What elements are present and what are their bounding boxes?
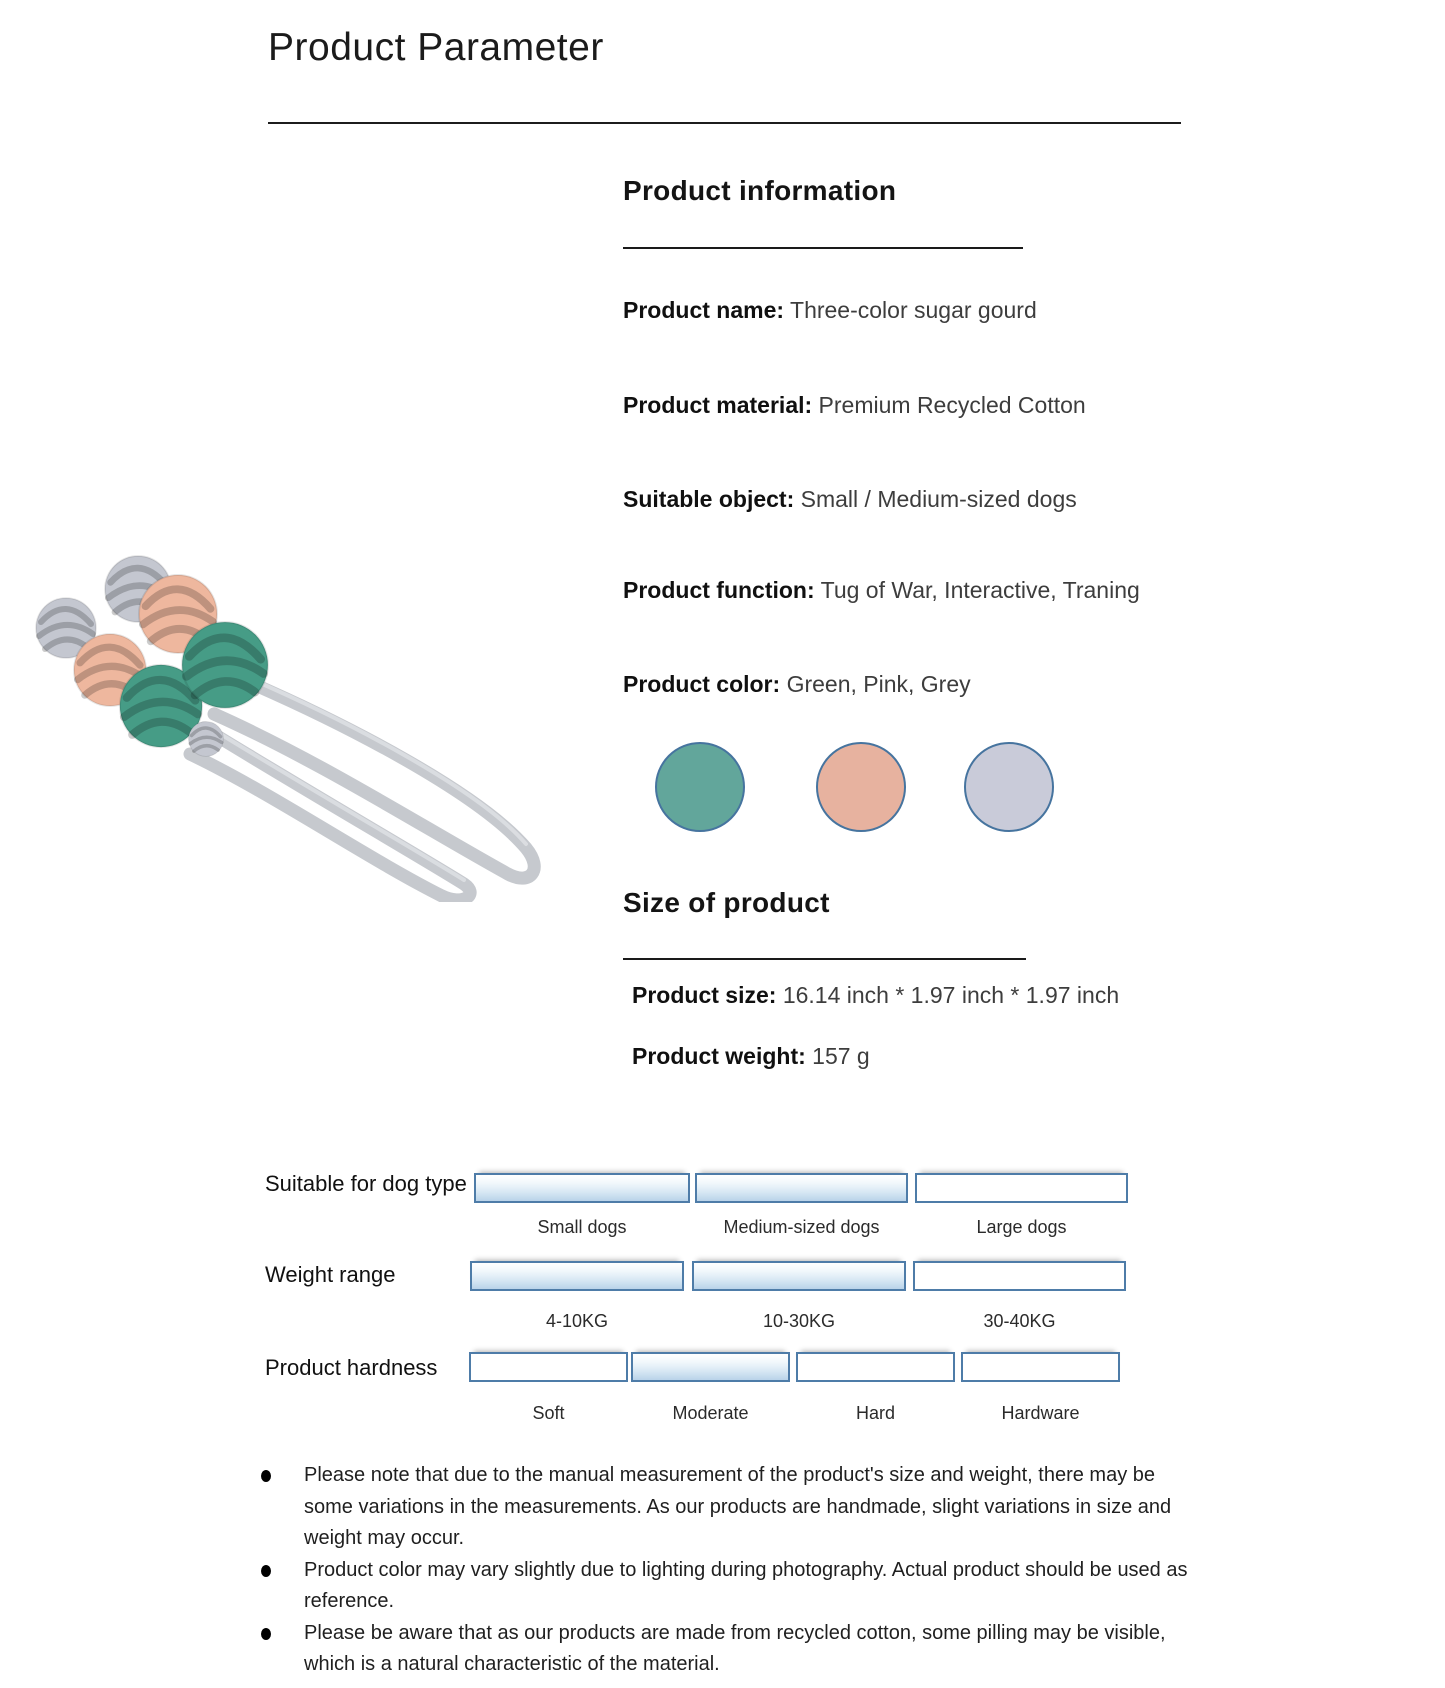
spec-bar-caption: 4-10KG [545,1311,609,1331]
info-value: Premium Recycled Cotton [818,392,1086,418]
size-row-weight [632,1043,870,1070]
info-label: Suitable object: [623,486,795,512]
spec-bar-caption: Moderate [672,1403,749,1423]
info-row-material [623,392,1086,419]
spec-bar [474,1173,690,1203]
spec-row-label: Weight range [265,1262,396,1287]
spec-bar [695,1173,908,1203]
spec-bar-caption: Hard [855,1403,895,1423]
info-row-color [623,671,971,698]
spec-row-label: Product hardness [265,1355,438,1380]
size-heading: Size of product [623,887,830,918]
spec-bar [913,1261,1126,1291]
spec-bar-caption: Large dogs [976,1217,1067,1237]
color-swatch-green [655,742,745,832]
info-value: Three-color sugar gourd [790,297,1037,323]
info-value: 16.14 inch * 1.97 inch * 1.97 inch [782,982,1120,1008]
info-label: Product weight: [632,1043,806,1069]
info-label: Product material: [623,392,813,418]
page-title: Product Parameter [268,26,604,69]
spec-bar-caption: 30-40KG [983,1311,1056,1331]
spec-bar [631,1352,790,1382]
info-row-name [623,297,1037,324]
note-item: Product color may vary slightly due to lighting during photography. Actual product should be used as reference. [247,1555,1194,1618]
info-value: Small / Medium-sized dogs [800,486,1077,512]
spec-bar-caption: Small dogs [537,1217,627,1237]
info-label: Product name: [623,297,785,323]
spec-bar-caption: Soft [532,1403,565,1423]
product-photo [18,462,563,907]
info-row-suitable-object [623,486,1077,513]
rope-toy-illustration [18,462,563,902]
title-divider [268,122,1181,124]
info-value: 157 g [812,1043,870,1069]
size-row-size [632,982,1119,1009]
info-label: Product function: [623,577,815,603]
info-label: Product size: [632,982,777,1008]
spec-bar [915,1173,1128,1203]
color-swatch-pink [816,742,906,832]
spec-bar [796,1352,955,1382]
spec-bar [961,1352,1120,1382]
spec-bar-caption: Medium-sized dogs [723,1217,880,1237]
note-item: Please be aware that as our products are made from recycled cotton, some pilling may be visible, which is a natural characteristic of the material. [247,1618,1194,1681]
notes-list [247,1460,1194,1681]
spec-bar-caption: Hardware [1001,1403,1080,1423]
size-heading-underline [623,958,1026,960]
info-row-function [623,577,1140,604]
spec-bar [469,1352,628,1382]
spec-bar [692,1261,906,1291]
info-label: Product color: [623,671,781,697]
spec-row-label: Suitable for dog type [265,1171,467,1196]
info-value: Green, Pink, Grey [786,671,971,697]
note-item: Please note that due to the manual measurement of the product's size and weight, there may be some variations in the measurements. As our products are handmade, slight variations in size and weight may occur. [247,1460,1194,1555]
spec-bar [470,1261,684,1291]
spec-bar-caption: 10-30KG [762,1311,836,1331]
color-swatch-grey [964,742,1054,832]
info-heading-underline [623,247,1023,249]
info-value: Tug of War, Interactive, Traning [820,577,1140,603]
info-heading: Product information [623,175,897,206]
